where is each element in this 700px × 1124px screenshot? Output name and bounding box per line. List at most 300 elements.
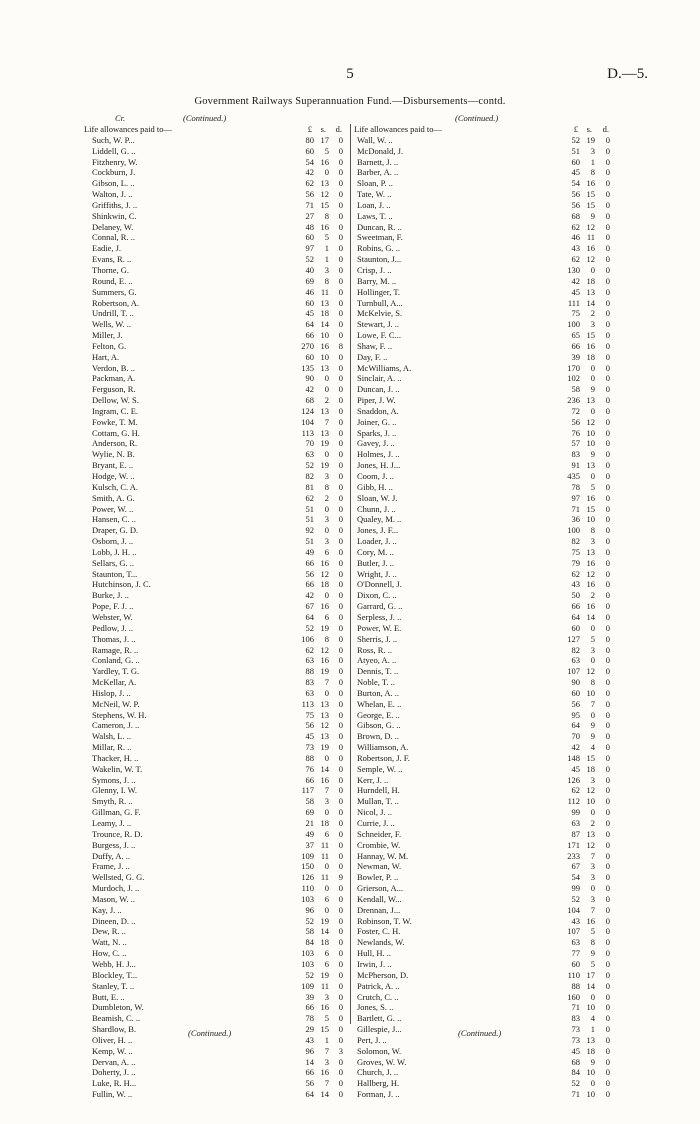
amount-pence: 0 (605, 818, 610, 828)
pensioner-name: Verdon, B. .. (92, 362, 135, 373)
amount-pounds: 82 (571, 644, 580, 655)
pensioner-name: Felton, G. (92, 340, 127, 351)
table-row (354, 167, 616, 178)
amount-shillings: 12 (586, 254, 595, 265)
amount-shillings: 13 (320, 297, 329, 308)
amount-pounds: 51 (571, 145, 580, 156)
pensioner-name: Wellsted, G. G. (92, 872, 145, 883)
pensioner-name: Jones, J. F... (357, 525, 399, 536)
table-row (354, 688, 616, 699)
amount-pence: 0 (338, 330, 343, 341)
pensioner-name: Coom, J. .. (357, 471, 394, 481)
amount-pounds: 40 (305, 264, 314, 275)
pensioner-name: Pedlow, J. .. (92, 622, 134, 633)
amount-shillings: 4 (590, 742, 595, 753)
amount-shillings: 13 (586, 1034, 595, 1045)
amount-pence: 0 (338, 861, 343, 872)
table-row (354, 796, 616, 807)
amount-shillings: 11 (320, 286, 329, 297)
pensioner-name: Wall, W. .. (357, 134, 393, 145)
amount-shillings: 5 (590, 958, 595, 969)
amount-pounds: 64 (305, 611, 314, 622)
amount-pounds: 77 (571, 948, 580, 959)
amount-shillings: 2 (590, 590, 595, 601)
pensioner-name: Shardlow, B. (92, 1024, 137, 1035)
amount-pounds: 60 (305, 351, 314, 362)
pensioner-name: Holmes, J. .. (357, 449, 400, 460)
right-pounds-header: £ (573, 124, 578, 134)
amount-shillings: 9 (590, 384, 595, 395)
table-row (354, 807, 616, 818)
amount-shillings: 5 (324, 1013, 329, 1024)
amount-pounds: 66 (305, 557, 314, 568)
amount-shillings: 9 (590, 720, 595, 731)
pensioner-name: O'Donnell, J. (357, 579, 402, 590)
table-row (84, 525, 350, 536)
amount-shillings: 3 (590, 319, 595, 330)
amount-pence: 0 (605, 536, 610, 547)
table-row (84, 883, 350, 894)
amount-pence: 0 (338, 1089, 343, 1100)
amount-pounds: 50 (571, 590, 580, 601)
amount-pounds: 80 (305, 134, 314, 145)
amount-pence: 0 (605, 828, 610, 839)
amount-shillings: 13 (320, 709, 329, 720)
amount-shillings: 7 (590, 698, 595, 709)
amount-shillings: 14 (586, 980, 595, 991)
pensioner-name: Hart, A. (92, 351, 120, 362)
right-pence-header: d. (602, 124, 609, 134)
amount-pounds: 233 (567, 850, 580, 861)
amount-pence: 0 (605, 189, 610, 200)
amount-pounds: 113 (301, 427, 314, 438)
amount-pounds: 75 (305, 709, 314, 720)
left-rows (84, 135, 350, 1100)
amount-pence: 0 (605, 514, 610, 525)
pensioner-name: Griffiths, J. .. (92, 199, 138, 210)
amount-pounds: 57 (571, 438, 580, 449)
table-row (354, 829, 616, 840)
amount-shillings: 0 (324, 687, 329, 698)
amount-pence: 0 (605, 948, 610, 959)
table-row (354, 471, 616, 482)
amount-shillings: 0 (590, 807, 595, 818)
table-row (84, 232, 350, 243)
amount-pence: 0 (338, 991, 343, 1002)
table-row (354, 200, 616, 211)
pensioner-name: Ferguson, R. (92, 384, 136, 395)
pensioner-name: Undrill, T. .. (92, 308, 134, 319)
table-row (354, 254, 616, 265)
pensioner-name: Stanley, T. .. (92, 980, 135, 991)
table-row (84, 146, 350, 157)
pensioner-name: Staunton, T... (92, 568, 138, 579)
amount-pounds: 102 (567, 373, 580, 384)
pensioner-name: Schneider, F. (357, 828, 402, 839)
left-column (84, 124, 350, 1100)
amount-pence: 0 (338, 883, 343, 894)
table-row (354, 330, 616, 341)
amount-pounds: 126 (301, 872, 314, 883)
amount-shillings: 15 (586, 330, 595, 341)
amount-pence: 0 (338, 796, 343, 807)
amount-shillings: 15 (586, 199, 595, 210)
amount-shillings: 13 (320, 698, 329, 709)
amount-shillings: 8 (324, 633, 329, 644)
amount-shillings: 10 (586, 687, 595, 698)
amount-shillings: 17 (586, 969, 595, 980)
amount-shillings: 0 (590, 405, 595, 416)
amount-pounds: 76 (571, 427, 580, 438)
amount-pounds: 109 (301, 980, 314, 991)
table-row (84, 785, 350, 796)
amount-shillings: 0 (324, 752, 329, 763)
left-heading: Life allowances paid to— (84, 124, 173, 134)
amount-shillings: 6 (324, 546, 329, 557)
amount-shillings: 1 (590, 1024, 595, 1035)
amount-shillings: 1 (590, 156, 595, 167)
amount-pence: 0 (605, 286, 610, 297)
table-row (84, 1013, 350, 1024)
pensioner-name: McKellar, A. (92, 677, 137, 688)
pensioner-name: Kerr, J. .. (357, 774, 389, 785)
amount-shillings: 6 (324, 611, 329, 622)
amount-pounds: 127 (567, 633, 580, 644)
table-row (84, 579, 350, 590)
pensioner-name: Stewart, J. .. (357, 319, 400, 330)
amount-shillings: 3 (590, 774, 595, 785)
pensioner-name: Crutch, C. .. (357, 991, 399, 1002)
amount-pence: 0 (338, 525, 343, 536)
table-row (84, 243, 350, 254)
amount-pence: 0 (605, 796, 610, 807)
amount-pounds: 63 (305, 655, 314, 666)
amount-pounds: 88 (305, 666, 314, 677)
amount-pence: 0 (338, 395, 343, 406)
amount-pounds: 88 (305, 752, 314, 763)
pensioner-name: Barber, A. .. (357, 167, 399, 178)
amount-pence: 0 (338, 709, 343, 720)
table-row (84, 330, 350, 341)
amount-pounds: 43 (571, 243, 580, 254)
amount-pence: 0 (605, 340, 610, 351)
pensioner-name: Hurndell, H. (357, 785, 400, 796)
amount-pence: 0 (605, 991, 610, 1002)
amount-pounds: 82 (305, 471, 314, 481)
pensioner-name: McKelvie, S. (357, 308, 403, 319)
amount-shillings: 13 (586, 395, 595, 406)
pensioner-name: Cockburn, J. (92, 167, 136, 178)
pensioner-name: Beamish, C. .. (92, 1013, 141, 1024)
pensioner-name: Jones, S. .. (357, 1002, 394, 1013)
amount-pence: 0 (605, 438, 610, 449)
continued-footer-left: (Continued.) (188, 1028, 232, 1038)
pensioner-name: Duncan, R. .. (357, 221, 402, 232)
pensioner-name: Liddell, G. .. (92, 145, 136, 156)
table-row (354, 276, 616, 287)
amount-shillings: 0 (324, 807, 329, 818)
pensioner-name: Bartlett, G. .. (357, 1013, 402, 1024)
amount-pence: 0 (338, 286, 343, 297)
pensioner-name: Wylie, N. B. (92, 449, 135, 460)
amount-pence: 0 (605, 373, 610, 384)
amount-pounds: 62 (305, 644, 314, 655)
table-row (354, 298, 616, 309)
pensioner-name: Thomas, J. .. (92, 633, 136, 644)
amount-pence: 0 (605, 319, 610, 330)
amount-pounds: 56 (305, 568, 314, 579)
amount-pence: 0 (338, 1013, 343, 1024)
amount-pounds: 52 (305, 254, 314, 265)
amount-pounds: 130 (567, 264, 580, 275)
amount-pounds: 69 (305, 807, 314, 818)
pensioner-name: Burgess, J. .. (92, 839, 136, 850)
table-row (354, 536, 616, 547)
amount-pence: 0 (605, 590, 610, 601)
pensioner-name: Wells, W. .. (92, 319, 131, 330)
amount-shillings: 0 (590, 622, 595, 633)
table-row (84, 178, 350, 189)
table-row (354, 319, 616, 330)
amount-pence: 0 (338, 1024, 343, 1035)
amount-pounds: 96 (305, 1045, 314, 1056)
table-row (354, 1046, 616, 1057)
amount-shillings: 16 (586, 557, 595, 568)
amount-shillings: 6 (324, 828, 329, 839)
pensioner-name: Kendall, W... (357, 893, 402, 904)
pensioner-name: Doherty, J. .. (92, 1067, 136, 1078)
amount-pounds: 236 (567, 395, 580, 406)
table-row (84, 688, 350, 699)
amount-shillings: 11 (320, 980, 329, 991)
pensioner-name: Millar, R. .. (92, 742, 132, 753)
amount-pence: 0 (605, 297, 610, 308)
amount-pounds: 60 (305, 232, 314, 243)
amount-shillings: 14 (320, 319, 329, 330)
amount-pounds: 104 (567, 904, 580, 915)
amount-pounds: 100 (567, 319, 580, 330)
amount-shillings: 16 (586, 243, 595, 254)
table-row (354, 601, 616, 612)
pensioner-name: Webb, H. J... (92, 958, 136, 969)
amount-shillings: 12 (586, 785, 595, 796)
pensioner-name: Gibson, G. .. (357, 720, 401, 731)
table-row (354, 135, 616, 146)
amount-shillings: 0 (324, 449, 329, 460)
amount-pence: 0 (605, 731, 610, 742)
table-row (354, 655, 616, 666)
amount-shillings: 14 (320, 763, 329, 774)
table-row (354, 872, 616, 883)
amount-pence: 0 (605, 807, 610, 818)
amount-pence: 0 (605, 221, 610, 232)
amount-pounds: 75 (571, 546, 580, 557)
amount-pence: 0 (605, 752, 610, 763)
amount-pence: 0 (605, 145, 610, 156)
table-row (354, 666, 616, 677)
amount-pounds: 90 (305, 373, 314, 384)
amount-shillings: 3 (324, 536, 329, 547)
amount-pounds: 83 (305, 677, 314, 688)
amount-pence: 0 (338, 384, 343, 395)
amount-shillings: 12 (586, 221, 595, 232)
pensioner-name: Butt, E. .. (92, 991, 125, 1002)
amount-pounds: 150 (301, 861, 314, 872)
table-row (354, 699, 616, 710)
amount-shillings: 11 (320, 850, 329, 861)
pensioner-name: Gavey, J. .. (357, 438, 395, 449)
amount-shillings: 15 (320, 1024, 329, 1035)
amount-pence: 0 (605, 178, 610, 189)
pensioner-name: Such, W. P... (92, 134, 135, 145)
pensioner-name: Blockley, T... (92, 969, 138, 980)
amount-pounds: 62 (571, 785, 580, 796)
amount-shillings: 8 (324, 210, 329, 221)
right-shillings-header: s. (586, 124, 592, 134)
amount-shillings: 0 (590, 883, 595, 894)
amount-shillings: 9 (590, 1056, 595, 1067)
amount-pence: 0 (338, 687, 343, 698)
amount-shillings: 16 (320, 340, 329, 351)
amount-pounds: 45 (305, 308, 314, 319)
amount-pence: 0 (338, 471, 343, 481)
table-row (84, 861, 350, 872)
amount-pounds: 67 (305, 601, 314, 612)
amount-pounds: 56 (571, 199, 580, 210)
pensioner-name: Symons, J. .. (92, 774, 136, 785)
table-row (354, 363, 616, 374)
amount-pounds: 71 (305, 199, 314, 210)
table-row (84, 612, 350, 623)
pensioner-name: Robertson, A. (92, 297, 139, 308)
amount-pounds: 58 (305, 926, 314, 937)
amount-pounds: 97 (305, 243, 314, 254)
amount-pounds: 37 (305, 839, 314, 850)
pensioner-name: Duffy, A. .. (92, 850, 131, 861)
amount-shillings: 12 (586, 568, 595, 579)
pensioner-name: Trounce, R. D. (92, 828, 143, 839)
table-row (84, 1057, 350, 1068)
amount-pounds: 84 (305, 937, 314, 948)
continued-footer-right: (Continued.) (458, 1028, 502, 1038)
amount-pounds: 58 (571, 384, 580, 395)
pensioner-name: Pert, J. .. (357, 1034, 387, 1045)
amount-pounds: 63 (571, 937, 580, 948)
amount-pounds: 62 (571, 221, 580, 232)
amount-pence: 0 (338, 297, 343, 308)
amount-pounds: 82 (571, 536, 580, 547)
amount-shillings: 10 (586, 1089, 595, 1100)
amount-pence: 0 (605, 785, 610, 796)
amount-shillings: 9 (590, 731, 595, 742)
amount-pence: 0 (605, 720, 610, 731)
amount-pence: 0 (605, 492, 610, 503)
table-row (354, 232, 616, 243)
pensioner-name: Sloan, P. .. (357, 178, 393, 189)
pensioner-name: Anderson, R. (92, 438, 138, 449)
amount-pounds: 64 (305, 1089, 314, 1100)
amount-pence: 3 (338, 1045, 343, 1056)
amount-shillings: 19 (320, 666, 329, 677)
amount-pounds: 46 (571, 232, 580, 243)
amount-shillings: 0 (590, 471, 595, 481)
amount-shillings: 13 (586, 828, 595, 839)
amount-pounds: 52 (571, 1078, 580, 1089)
amount-shillings: 0 (590, 264, 595, 275)
pensioner-name: Wakelin, W. T. (92, 763, 143, 774)
amount-pounds: 70 (571, 731, 580, 742)
amount-shillings: 19 (320, 460, 329, 471)
amount-pence: 0 (338, 720, 343, 731)
amount-pounds: 104 (301, 416, 314, 427)
amount-pence: 0 (605, 460, 610, 471)
amount-pence: 0 (338, 514, 343, 525)
amount-pence: 0 (338, 460, 343, 471)
amount-pence: 0 (605, 655, 610, 666)
amount-shillings: 2 (324, 395, 329, 406)
amount-shillings: 0 (590, 373, 595, 384)
amount-pence: 0 (338, 622, 343, 633)
amount-pounds: 117 (301, 785, 314, 796)
amount-pounds: 60 (305, 145, 314, 156)
amount-pence: 0 (338, 785, 343, 796)
amount-shillings: 0 (324, 590, 329, 601)
amount-pence: 0 (605, 557, 610, 568)
amount-pounds: 56 (305, 720, 314, 731)
amount-pence: 0 (338, 199, 343, 210)
table-row (354, 1089, 616, 1100)
amount-pence: 0 (338, 264, 343, 275)
pensioner-name: Conland, G. .. (92, 655, 140, 666)
amount-pounds: 79 (571, 557, 580, 568)
amount-pounds: 81 (305, 481, 314, 492)
pensioner-name: Kulsch, C. A. (92, 481, 139, 492)
pensioner-name: Atyeo, A. .. (357, 655, 397, 666)
pensioner-name: Piper, J. W. (357, 395, 396, 406)
amount-pence: 0 (338, 579, 343, 590)
amount-pence: 0 (605, 362, 610, 373)
pensioner-name: Serpless, J. .. (357, 611, 402, 622)
table-row (354, 1067, 616, 1078)
table-row (84, 406, 350, 417)
amount-shillings: 12 (320, 644, 329, 655)
amount-pence: 0 (338, 915, 343, 926)
amount-shillings: 16 (320, 1002, 329, 1013)
amount-shillings: 12 (320, 568, 329, 579)
pensioner-name: Frame, J. .. (92, 861, 130, 872)
amount-pounds: 52 (305, 622, 314, 633)
pensioner-name: Tate, W. .. (357, 189, 392, 200)
amount-shillings: 19 (320, 742, 329, 753)
amount-shillings: 15 (586, 752, 595, 763)
pensioner-name: Currie, J. .. (357, 818, 395, 828)
pensioner-name: Cottam, G. H. (92, 427, 140, 438)
amount-pounds: 64 (571, 720, 580, 731)
amount-pounds: 65 (571, 330, 580, 341)
pensioner-name: Day, F. .. (357, 351, 388, 362)
amount-pence: 0 (605, 1078, 610, 1089)
pensioner-name: Dixon, C. .. (357, 590, 397, 601)
pensioner-name: Dumbleton, W. (92, 1002, 144, 1013)
pensioner-name: Semple, W. .. (357, 763, 403, 774)
amount-pounds: 43 (571, 579, 580, 590)
amount-pence: 0 (605, 633, 610, 644)
amount-shillings: 13 (586, 460, 595, 471)
amount-pounds: 66 (305, 774, 314, 785)
amount-pounds: 62 (305, 492, 314, 503)
table-row (354, 753, 616, 764)
table-row (84, 1067, 350, 1078)
